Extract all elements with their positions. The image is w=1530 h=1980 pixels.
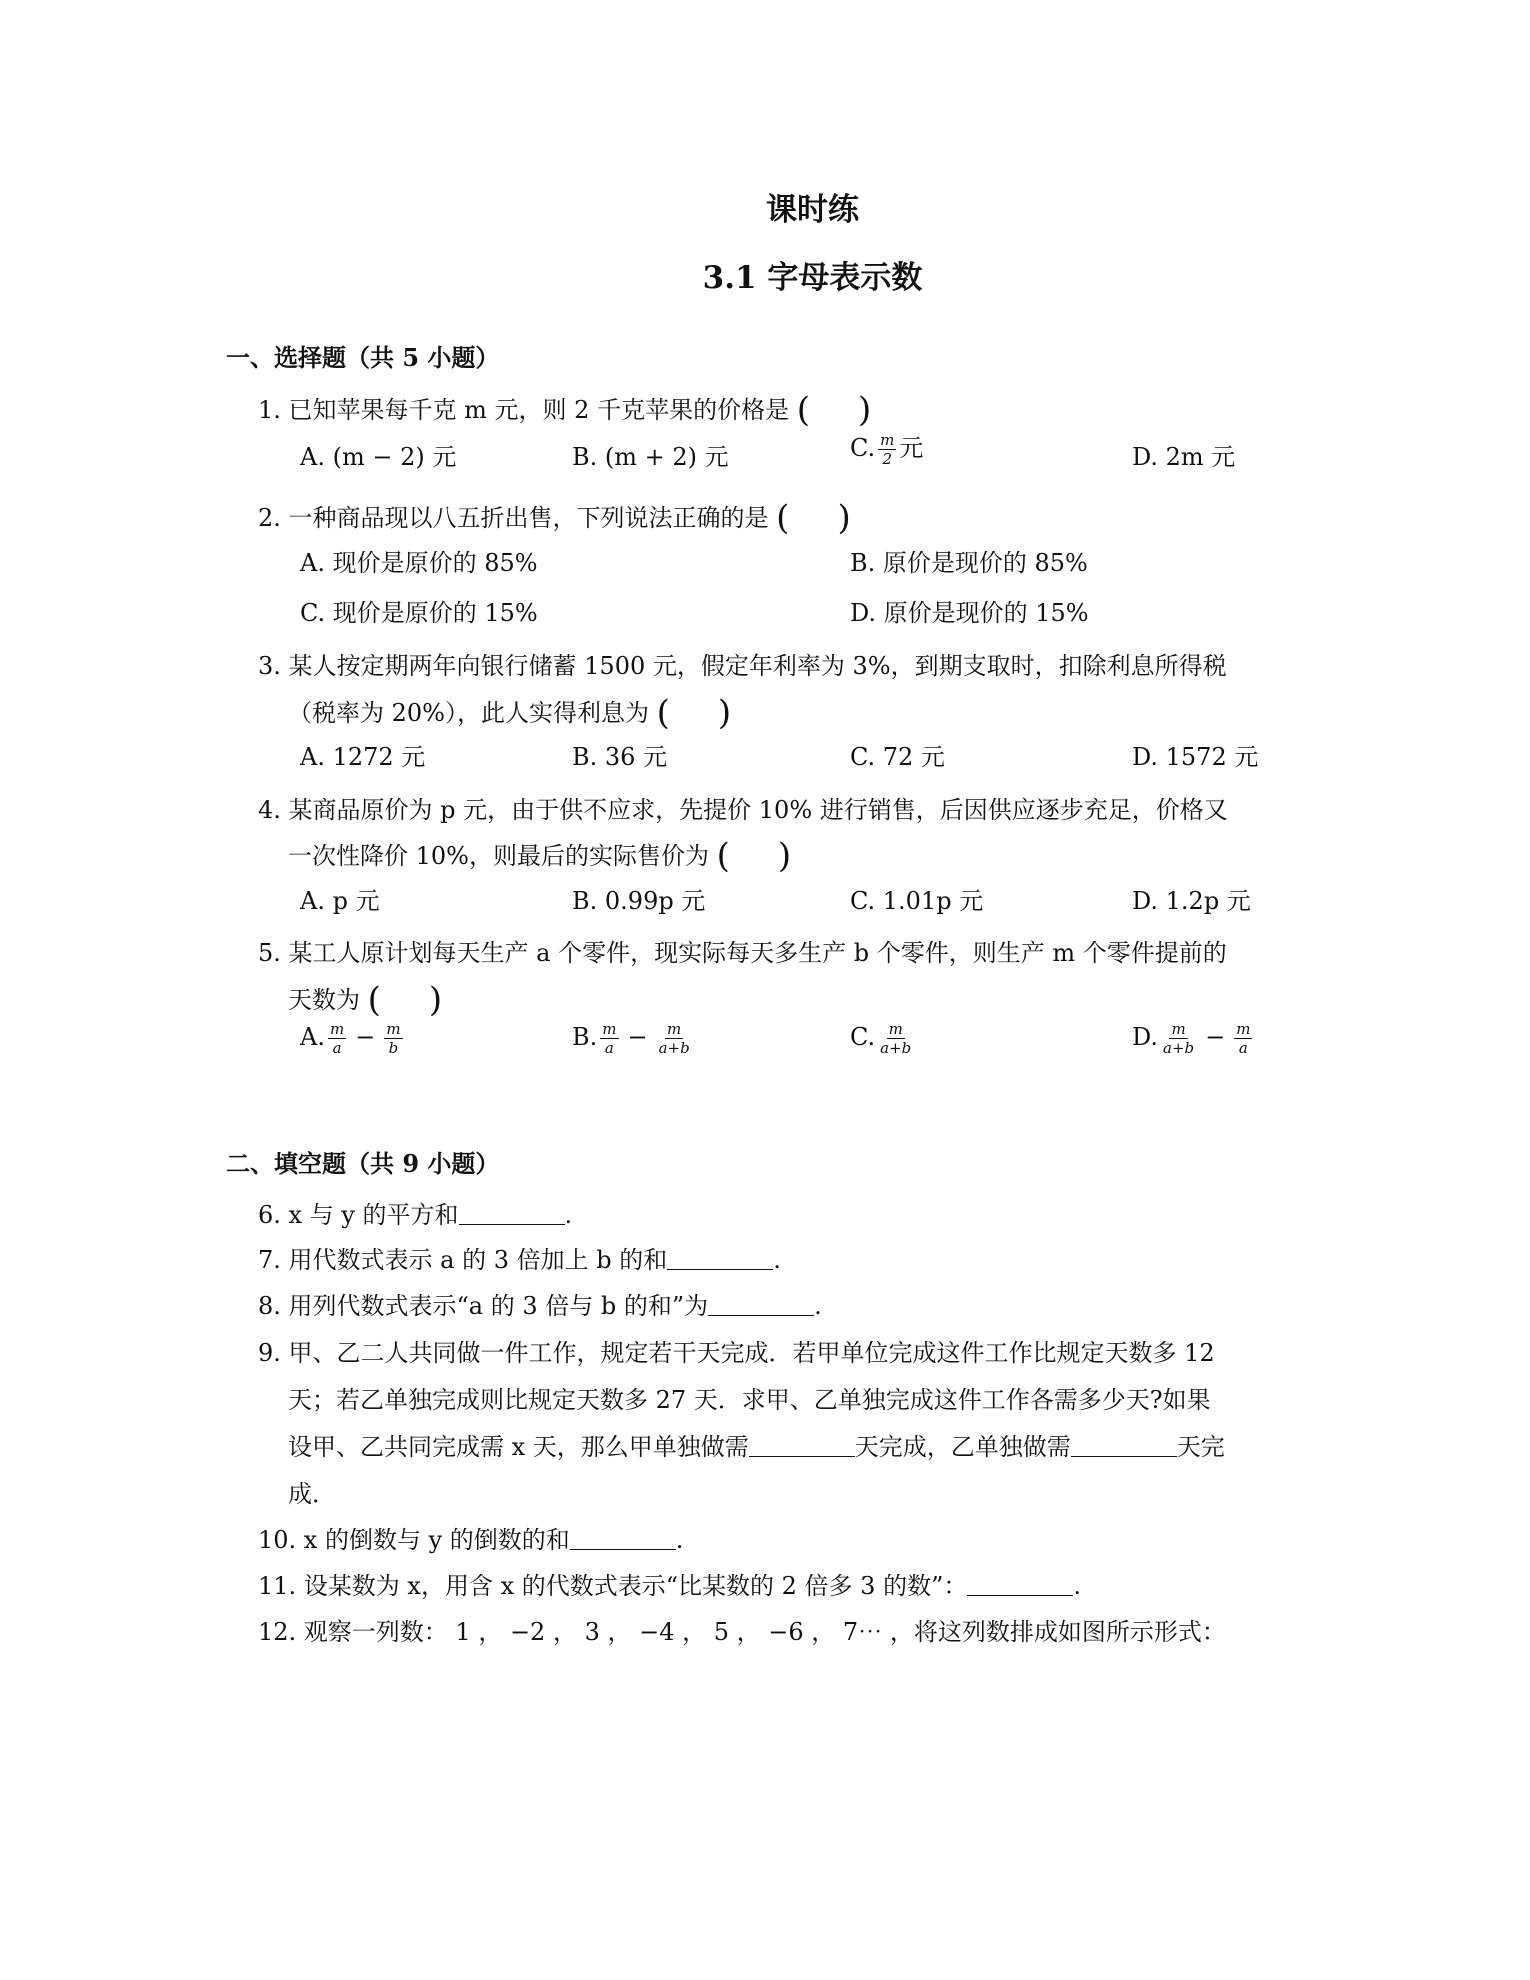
question-3-line-1: 3. 某人按定期两年向银行储蓄 1500 元，假定年利率为 3%，到期支取时，扣除利息所得税: [258, 652, 1227, 680]
fraction: [384, 1020, 402, 1057]
question-6: [258, 1195, 572, 1230]
fraction-denominator: a: [332, 1039, 342, 1057]
option-b: B. 0.99p 元: [572, 887, 706, 915]
period: .: [814, 1292, 822, 1320]
option-d: D. 1572 元: [1132, 743, 1259, 771]
option-b: B. 36 元: [572, 743, 668, 771]
question-1: [258, 390, 872, 430]
page-title: 课时练: [766, 192, 859, 228]
option-b: [572, 1020, 695, 1057]
fraction-denominator: a: [1238, 1039, 1248, 1057]
option-d: D. 原价是现价的 15%: [850, 599, 1089, 627]
question-stem: 10. x 的倒数与 y 的倒数的和: [258, 1526, 570, 1554]
option-label: A.: [300, 1023, 325, 1051]
fraction: [1234, 1020, 1252, 1057]
question-stem: 11. 设某数为 x，用含 x 的代数式表示“比某数的 2 倍多 3 的数”：: [258, 1572, 968, 1600]
option-c: [850, 1020, 916, 1057]
fraction-numerator: m: [386, 1020, 401, 1038]
answer-blank-yi[interactable]: [1071, 1434, 1177, 1457]
option-c: C. 1.01p 元: [850, 887, 984, 915]
minus-sign: −: [355, 1023, 376, 1051]
fraction: [600, 1020, 618, 1057]
question-5-line-2: [288, 980, 443, 1020]
period: .: [1073, 1572, 1081, 1600]
answer-blank[interactable]: [708, 1293, 814, 1316]
section-heading-fill-blank: 二、填空题（共 9 小题）: [226, 1149, 500, 1178]
fraction-numerator: m: [1236, 1020, 1251, 1038]
fraction: [1161, 1020, 1196, 1057]
option-label: C.: [850, 434, 876, 462]
question-text: 设甲、乙共同完成需 x 天，那么甲单独做需: [288, 1433, 749, 1461]
question-9-line-1: 9. 甲、乙二人共同做一件工作，规定若干天完成．若甲单位完成这件工作比规定天数多 12: [258, 1339, 1215, 1367]
answer-paren-close: ): [837, 498, 851, 538]
option-b: B. 原价是现价的 85%: [850, 549, 1088, 577]
option-a: A. 现价是原价的 85%: [300, 549, 538, 577]
fraction-denominator: a+b: [658, 1039, 690, 1057]
page-subtitle: 3.1 字母表示数: [702, 260, 923, 296]
option-label: D.: [1132, 1023, 1159, 1051]
option-unit: 元: [899, 434, 924, 462]
question-stem: 1. 已知苹果每千克 m 元，则 2 千克苹果的价格是: [258, 396, 790, 424]
fraction-denominator: 2: [882, 450, 893, 468]
answer-paren-close: ): [857, 390, 872, 430]
minus-sign: −: [1205, 1023, 1226, 1051]
question-4-line-1: 4. 某商品原价为 p 元，由于供不应求，先提价 10% 进行销售，后因供应逐步充足，价格又: [258, 796, 1228, 824]
fraction-numerator: m: [880, 431, 895, 449]
fraction-numerator: m: [667, 1020, 682, 1038]
fraction: [328, 1020, 346, 1057]
question-stem: 2. 一种商品现以八五折出售，下列说法正确的是: [258, 504, 769, 532]
option-label: C.: [850, 1023, 876, 1051]
question-2: [258, 498, 851, 538]
fraction-numerator: m: [329, 1020, 345, 1038]
question-4-line-2: [288, 836, 792, 876]
fraction: [657, 1020, 692, 1057]
answer-paren-open: (: [716, 836, 730, 876]
answer-paren-close: ): [428, 980, 443, 1020]
question-stem: 8. 用列代数式表示“a 的 3 倍与 b 的和”为: [258, 1292, 709, 1320]
fraction-numerator: m: [602, 1020, 617, 1038]
answer-blank-jia[interactable]: [749, 1434, 855, 1457]
period: .: [773, 1246, 781, 1274]
question-stem: （税率为 20%），此人实得利息为: [288, 699, 649, 727]
option-a: A. p 元: [300, 887, 380, 915]
period: .: [564, 1201, 573, 1229]
answer-blank[interactable]: [667, 1247, 773, 1270]
fraction-denominator: a: [604, 1039, 614, 1057]
answer-blank[interactable]: [967, 1573, 1073, 1596]
option-a: A. 1272 元: [300, 743, 426, 771]
fraction-denominator: a+b: [1163, 1039, 1195, 1057]
answer-blank[interactable]: [570, 1527, 676, 1550]
fraction-numerator: m: [1171, 1020, 1186, 1038]
period: .: [675, 1526, 684, 1554]
answer-blank[interactable]: [459, 1202, 565, 1225]
question-10: [258, 1520, 683, 1555]
question-8: [258, 1286, 822, 1321]
section-heading-choice: 一、选择题（共 5 小题）: [226, 343, 500, 372]
option-a: A. (m − 2) 元: [300, 443, 457, 471]
minus-sign: −: [627, 1023, 648, 1051]
fraction-denominator: b: [388, 1039, 399, 1057]
option-a: [300, 1020, 406, 1057]
answer-paren-open: (: [796, 390, 810, 430]
answer-paren-close: ): [717, 693, 732, 733]
question-stem: 6. x 与 y 的平方和: [258, 1201, 459, 1229]
fraction-denominator: a+b: [880, 1039, 912, 1057]
question-9-line-2: 天；若乙单独完成则比规定天数多 27 天．求甲、乙单独完成这件工作各需多少天?如果: [288, 1386, 1211, 1414]
option-c: [850, 428, 923, 468]
option-d: D. 1.2p 元: [1132, 887, 1251, 915]
question-text: 天完成，乙单独做需: [854, 1433, 1071, 1461]
fraction-numerator: m: [888, 1020, 903, 1038]
option-label: B.: [572, 1023, 598, 1051]
answer-paren-open: (: [656, 693, 670, 733]
option-c: C. 72 元: [850, 743, 945, 771]
fraction: [878, 1020, 913, 1057]
option-d: [1132, 1020, 1255, 1057]
question-5-line-1: 5. 某工人原计划每天生产 a 个零件，现实际每天多生产 b 个零件，则生产 m 个零件提前的: [258, 939, 1227, 967]
question-12: 12. 观察一列数： 1 ， −2 ， 3 ， −4 ， 5 ， −6 ， 7⋯ ，将这列数排成如图所示形式：: [258, 1618, 1226, 1646]
question-11: [258, 1566, 1081, 1601]
question-stem: 7. 用代数式表示 a 的 3 倍加上 b 的和: [258, 1246, 668, 1274]
question-3-line-2: [288, 693, 732, 733]
answer-paren-open: (: [776, 498, 790, 538]
question-7: [258, 1240, 781, 1275]
option-c: C. 现价是原价的 15%: [300, 599, 538, 627]
answer-paren-close: ): [777, 836, 792, 876]
option-b: B. (m + 2) 元: [572, 443, 729, 471]
question-9-line-4: 成．: [288, 1480, 336, 1508]
question-9-line-3: [288, 1427, 1225, 1462]
question-stem: 一次性降价 10%，则最后的实际售价为: [288, 842, 709, 870]
option-d: D. 2m 元: [1132, 443, 1236, 471]
question-stem: 天数为: [288, 986, 360, 1014]
fraction: [878, 431, 896, 468]
question-text: 天完: [1176, 1433, 1225, 1461]
answer-paren-open: (: [367, 980, 381, 1020]
